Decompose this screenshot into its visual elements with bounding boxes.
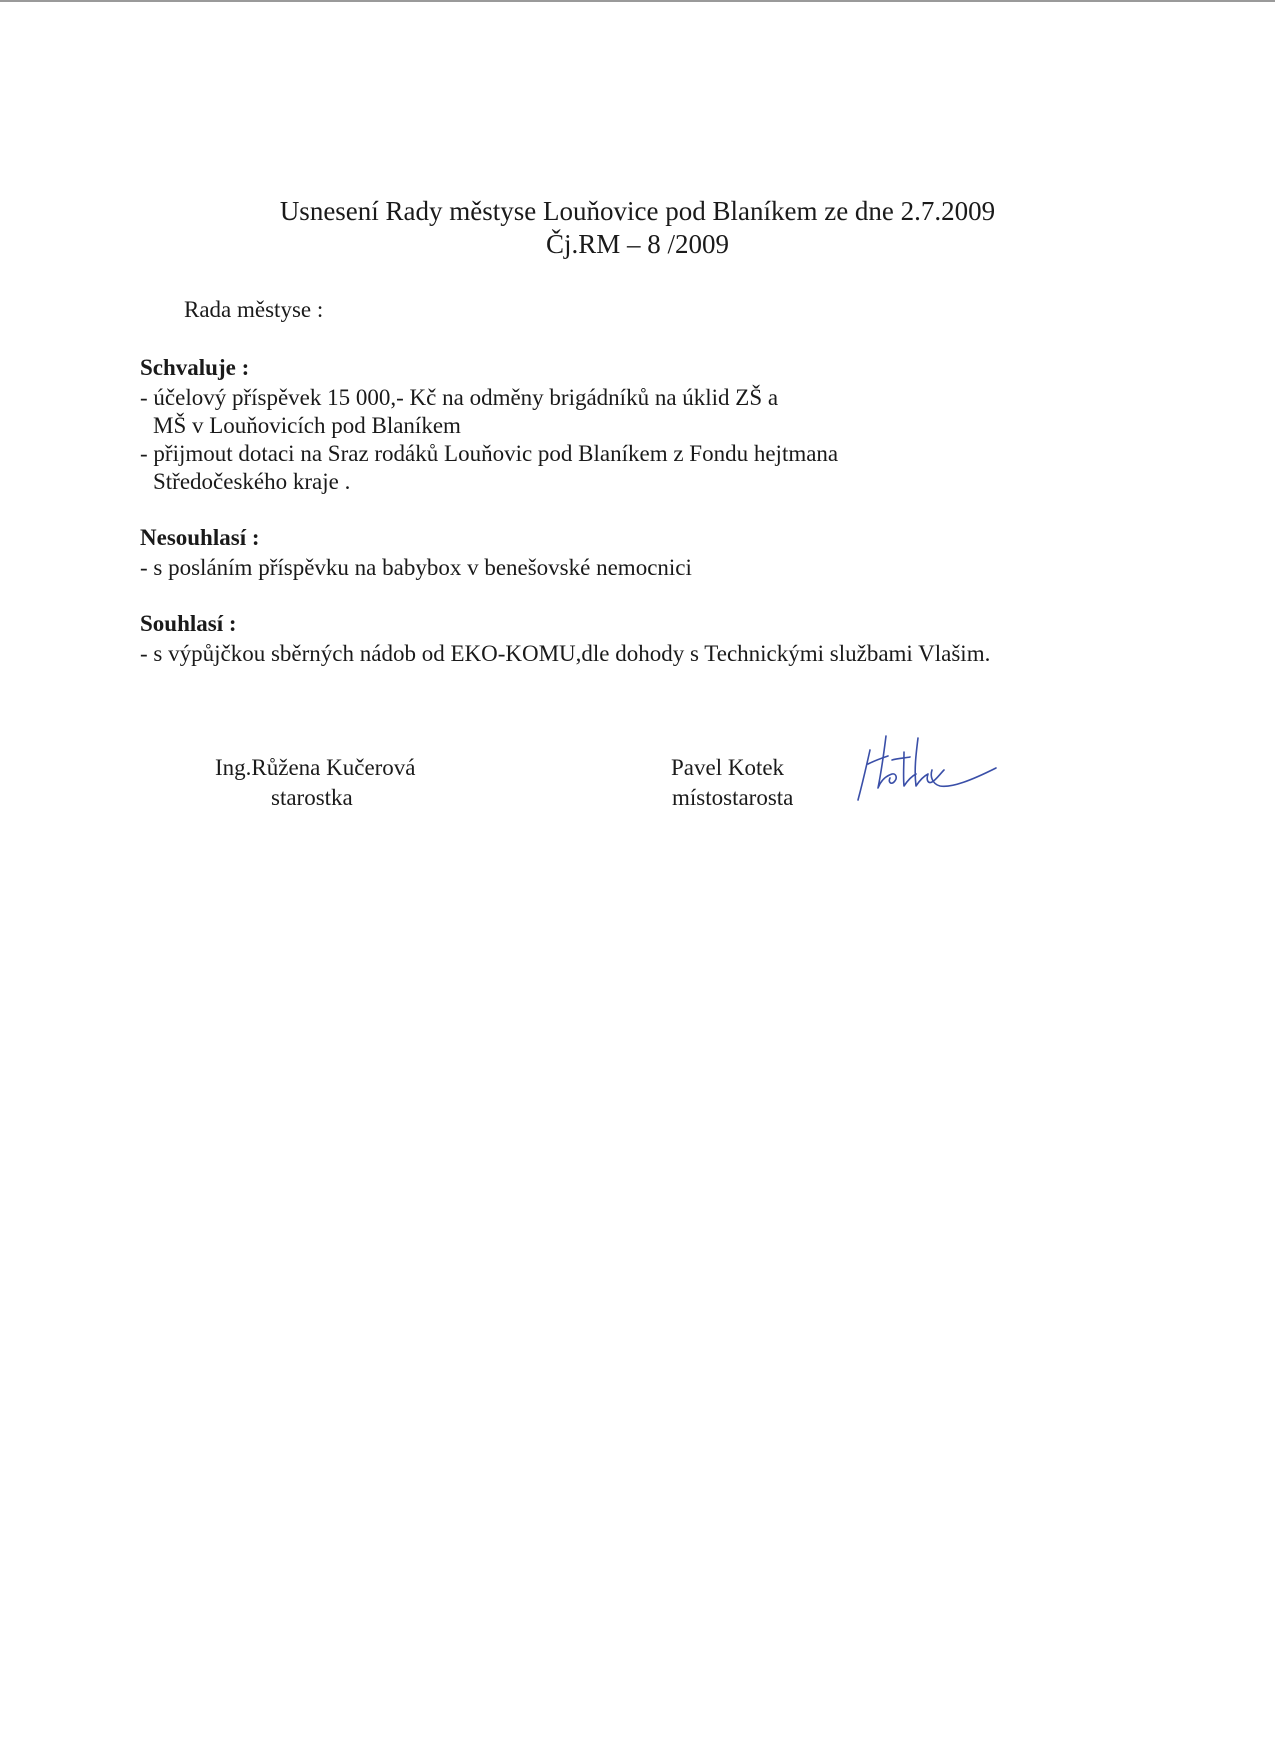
section-heading-souhlasi: Souhlasí : (140, 611, 237, 636)
list-item-continuation: MŠ v Louňovicích pod Blaníkem (153, 413, 461, 438)
signatory-role-mistostarosta: místostarosta (672, 785, 794, 810)
signatory-role-starostka: starostka (271, 785, 353, 810)
list-item: - přijmout dotaci na Sraz rodáků Louňovic pod Blaníkem z Fondu hejtmana (140, 441, 839, 466)
list-item: - účelový příspěvek 15 000,- Kč na odměny brigádníků na úklid ZŠ a (140, 385, 779, 410)
document-title: Usnesení Rady městyse Louňovice pod Blaníkem ze dne 2.7.2009 (279, 196, 996, 226)
document-reference: Čj.RM – 8 /2009 (545, 229, 730, 259)
signatory-name-starostka: Ing.Růžena Kučerová (215, 755, 416, 780)
section-heading-nesouhlasi: Nesouhlasí : (140, 525, 260, 550)
list-item: - s posláním příspěvku na babybox v benešovské nemocnici (140, 555, 692, 580)
list-item: - s výpůjčkou sběrných nádob od EKO-KOMU,dle dohody s Technickými službami Vlašim. (140, 641, 991, 666)
handwritten-signature-icon (848, 730, 998, 802)
scan-top-edge (0, 0, 1275, 2)
section-heading-schvaluje: Schvaluje : (140, 355, 250, 380)
signatory-name-mistostarosta: Pavel Kotek (671, 755, 785, 780)
list-item-continuation: Středočeského kraje . (153, 469, 351, 494)
intro-text: Rada městyse : (184, 297, 324, 322)
